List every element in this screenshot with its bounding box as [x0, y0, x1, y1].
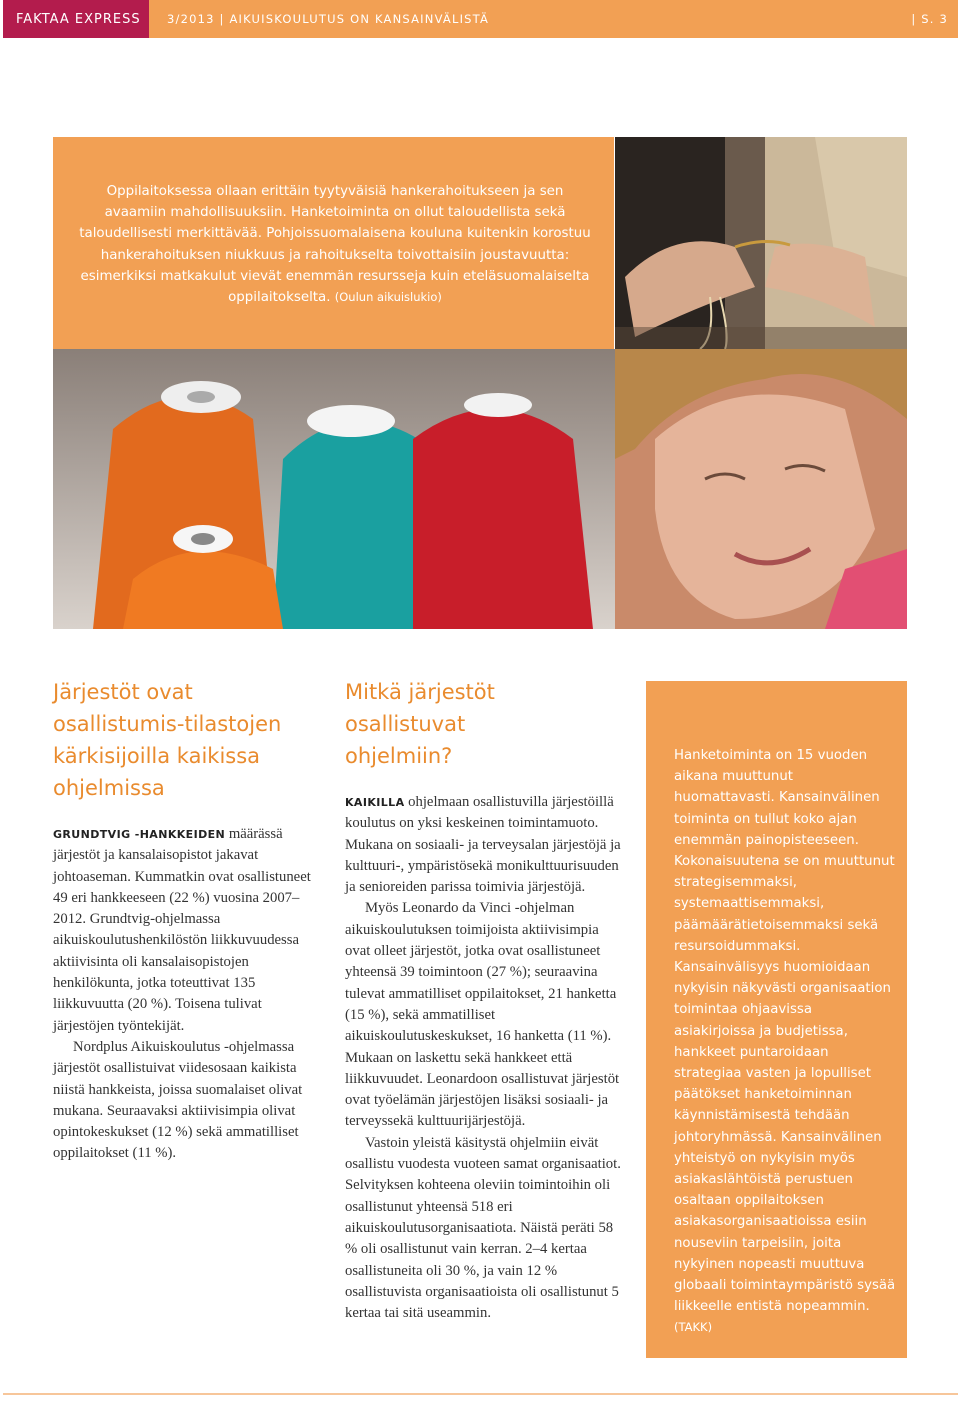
column-2	[345, 676, 623, 1324]
column-2-lead: KAIKILLA	[345, 796, 405, 809]
sidebox	[646, 681, 907, 1358]
sidebox-source: (TAKK)	[674, 1320, 713, 1335]
column-1	[53, 676, 323, 1165]
intro-text	[75, 181, 595, 308]
column-1-title: Järjestöt ovat osallistumis-tilastojen kärkisijoilla kaikissa ohjelmissa	[53, 680, 282, 800]
issue-label: 3/2013 | AIKUISKOULUTUS ON KANSAINVÄLISTÄ	[167, 12, 490, 26]
column-2-title: Mitkä järjestöt osallistuvat ohjelmiin?	[345, 680, 495, 768]
column-2-paragraph-2: Myös Leonardo da Vinci -ohjelman aikuiskoulutuksen toimijoista aktiivisimpia ovat olleet järjestöt, jotka ovat osallistuneet yhteensä 39 toimintoon (27 %); seuraavina tulevat ammatilliset oppilaitokset, 21 hanketta (15 %), sekä ammatilliset aikuiskoulutuskeskukset, 16 hanketta (11 %). Mukaan on laskettu sekä hankkeet että liikkuvuudet. Leonardoon osallistuvat järjestöt ovat työelämän järjestöjen lisäksi sosiaali- ja terveyssekä kulttuurijärjestöjä.	[345, 900, 620, 1130]
column-2-text-1: ohjelmaan osallistuvilla järjestöillä koulutus on yksi keskeinen toimintamuoto. Mukana on sosiaali- ja terveysalan järjestöjä ja kulttuuri-, ympäristösekä monikulttuurisuuden ja senioreiden parissa toimivia järjestöjä.	[345, 794, 621, 896]
column-2-paragraph-3: Vastoin yleistä käsitystä ohjelmiin eivät osallistu vuodesta vuoteen samat organisaatiot. Selvityksen kohteena oleviin toimintoihin oli osallistunut yhteensä 518 eri aikuiskoulutusorganisaatiota. Näistä peräti 58 % oli osallistunut vain kerran. 2–4 kertaa osallistuneita oli 30 %, ja vain 12 % osallistuvista organisaatioista oli osallistunut 5 kertaa tai sitä useammin.	[345, 1134, 621, 1322]
column-2-paragraph-1	[345, 792, 623, 898]
intro-body: Oppilaitoksessa ollaan erittäin tyytyväisiä hankerahoitukseen ja sen avaamiin mahdollisuuksiin. Hanketoiminta on ollut taloudellista sekä taloudellisesti merkittävää. Pohjoissuomalaisena kouluna kuitenkin korostuu hankerahoituksen niukkuus ja rahoitukselta toivottaisiin joustavuutta: esimerkiksi matkakulut vievät enemmän resursseja kuin eteläsuomalaiselta oppilaitokselta.	[79, 184, 591, 306]
intro-panel	[53, 137, 614, 349]
page-header	[3, 0, 958, 38]
photo-hands-weaving	[615, 137, 907, 349]
brand-label: FAKTAA EXPRESS	[3, 0, 149, 38]
photo-smiling-woman	[615, 349, 907, 629]
column-1-text-1: määrässä järjestöt ja kansalaisopistot jakavat johtoaseman. Kummatkin ovat osallistuneet 49 eri hankkeeseen (22 %) vuosina 2007–2012. Grundtvig-ohjelmassa aikuiskoulutushenkilöstön liikkuvuudessa aktiivisinta oli kansalaisopistojen henkilökunta, jotka toteuttivat 135 liikkuvuutta (20 %). Toisena tulivat järjestöjen työntekijät.	[53, 826, 311, 1034]
sidebox-text	[674, 745, 896, 1339]
footer-rule	[3, 1393, 958, 1395]
column-1-paragraph-2: Nordplus Aikuiskoulutus -ohjelmassa järjestöt osallistuivat viidesosaan kaikista niistä hankkeista, joissa suomalaiset olivat mukana. Seuraavaksi aktiivisimpia olivat opintokeskukset (12 %) sekä ammatilliset oppilaitokset (11 %).	[53, 1038, 303, 1162]
column-1-paragraph-1	[53, 824, 323, 1037]
intro-source: (Oulun aikuislukio)	[334, 290, 442, 305]
column-1-lead: GRUNDTVIG -HANKKEIDEN	[53, 828, 226, 841]
issue-bar	[149, 0, 958, 38]
page-number: | S. 3	[911, 12, 948, 26]
photo-thread-spools	[53, 349, 615, 629]
sidebox-body: Hanketoiminta on 15 vuoden aikana muuttunut huomattavasti. Kansainvälinen toiminta on tullut koko ajan enemmän painopisteeseen. Kokonaisuutena se on muuttunut strategisemmaksi, systemaattisemmaksi, päämäärätietoisemmaksi sekä resursoidummaksi. Kansainvälisyys huomioidaan nykyisin näkyvästi organisaation toimintaa ohjaavissa asiakirjoissa ja budjetissa, hankkeet puntaroidaan strategiaa vasten ja lopulliset päätökset hanketoiminnan käynnistämisestä tehdään johtoryhmässä. Kansainvälinen yhteistyö on nykyisin myös asiakaslähtöistä perustuen osaltaan oppilaitoksen asiakasorganisaatioissa esiin nouseviin tarpeisiin, joita nykyinen nopeasti muuttuva globaali toimintaympäristö sysää liikkeelle entistä nopeammin.	[674, 748, 896, 1315]
